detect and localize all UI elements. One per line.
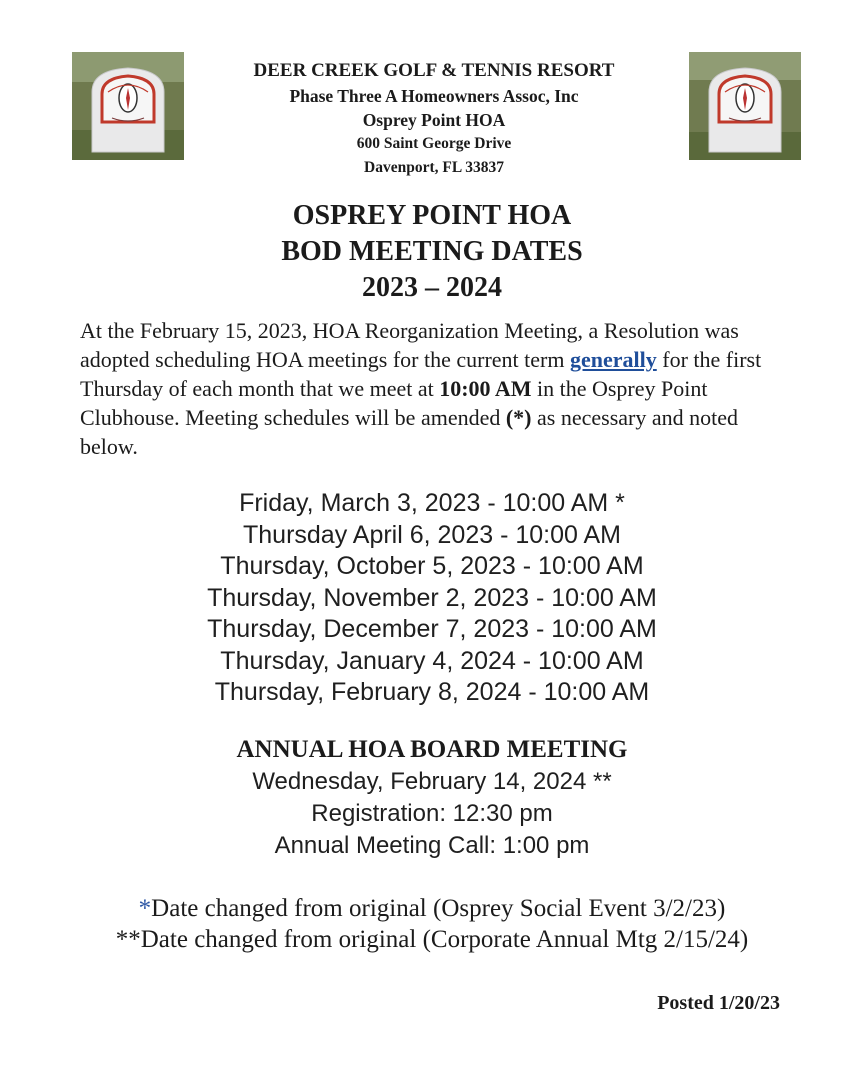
footnote-1 xyxy=(0,893,864,924)
intro-text-1: At the February 15, 2023, HOA Reorganization Meeting, a Resolution was adopted scheduling HOA meetings for the current term xyxy=(80,318,739,372)
annual-meeting-date: Wednesday, February 14, 2024 ** xyxy=(252,768,612,795)
street-address: 600 Saint George Drive xyxy=(356,135,512,152)
registration-time: Registration: 12:30 pm xyxy=(311,800,553,827)
title-line-2: BOD MEETING DATES xyxy=(281,236,583,267)
city-address: Davenport, FL 33837 xyxy=(364,159,504,176)
posted-date: Posted 1/20/23 xyxy=(657,992,780,1014)
footnote-2: **Date changed from original (Corporate Annual Mtg 2/15/24) xyxy=(115,926,749,953)
meeting-date: Thursday, February 8, 2024 - 10:00 AM xyxy=(214,678,650,706)
generally-emphasis: generally xyxy=(569,347,657,372)
meeting-schedule xyxy=(0,488,864,709)
document-title xyxy=(0,198,864,306)
left-logo-photo xyxy=(72,52,184,160)
amend-marker: (*) xyxy=(505,405,532,430)
meeting-date: Thursday, January 4, 2024 - 10:00 AM xyxy=(220,646,644,675)
meeting-date: Thursday, October 5, 2023 - 10:00 AM xyxy=(220,552,644,580)
org-name: DEER CREEK GOLF & TENNIS RESORT xyxy=(253,60,615,81)
meeting-time: 10:00 AM xyxy=(439,376,532,401)
annual-meeting-section xyxy=(0,734,864,862)
intro-paragraph xyxy=(80,316,800,461)
meeting-call-time: Annual Meeting Call: 1:00 pm xyxy=(274,832,590,859)
meeting-date: Thursday April 6, 2023 - 10:00 AM xyxy=(243,520,621,549)
intro-text-3: in the Osprey Point Clubhouse. Meeting schedules will be amended xyxy=(80,376,708,430)
annual-meeting-heading: ANNUAL HOA BOARD MEETING xyxy=(236,736,628,763)
footnote-star: * xyxy=(138,895,152,922)
footnote-1-text: Date changed from original (Osprey Social Event 3/2/23) xyxy=(151,895,726,922)
hoa-name: Osprey Point HOA xyxy=(362,110,506,130)
meeting-date: Thursday, December 7, 2023 - 10:00 AM xyxy=(207,615,657,643)
title-line-3: 2023 – 2024 xyxy=(362,272,502,303)
footnotes xyxy=(0,893,864,955)
right-logo-photo xyxy=(689,52,801,160)
meeting-date: Thursday, November 2, 2023 - 10:00 AM xyxy=(207,583,657,612)
intro-text-4: as necessary and noted below. xyxy=(80,405,738,459)
intro-text-2: for the first Thursday of each month that we meet at xyxy=(80,347,762,401)
letterhead xyxy=(200,58,668,180)
meeting-date: Friday, March 3, 2023 - 10:00 AM * xyxy=(239,489,625,517)
association-name: Phase Three A Homeowners Assoc, Inc xyxy=(289,86,579,106)
title-line-1: OSPREY POINT HOA xyxy=(292,200,572,231)
